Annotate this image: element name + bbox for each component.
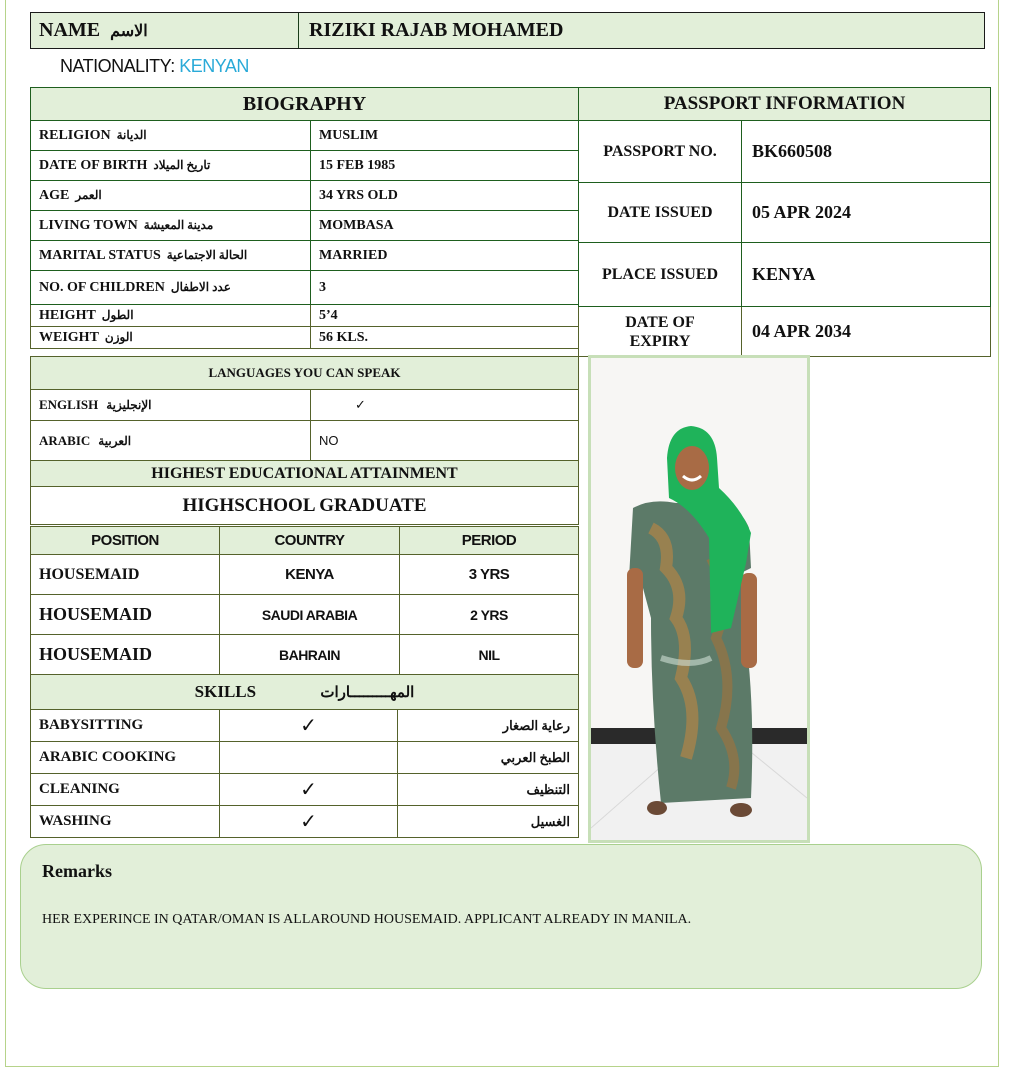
skill-label-arabic: رعاية الصغار	[398, 710, 579, 742]
education-title: HIGHEST EDUCATIONAL ATTAINMENT	[31, 461, 579, 487]
check-icon: ✓	[220, 774, 398, 806]
bio-label: WEIGHT	[39, 329, 99, 345]
skill-label-arabic: الطبخ العربي	[398, 742, 579, 774]
passport-value: 05 APR 2024	[742, 183, 991, 243]
experience-table	[30, 526, 579, 675]
experience-country: BAHRAIN	[220, 635, 400, 675]
bio-value: MOMBASA	[311, 211, 579, 241]
bio-label: LIVING TOWN	[39, 217, 138, 233]
biography-table	[30, 87, 579, 349]
experience-period: 3 YRS	[400, 555, 579, 595]
bio-label-arabic: الديانة	[116, 127, 147, 142]
passport-label: PASSPORT NO.	[579, 121, 742, 183]
bio-label-arabic: تاريخ الميلاد	[153, 157, 211, 172]
skill-row-arabic-cooking	[31, 742, 579, 774]
experience-row	[31, 555, 579, 595]
bio-value: 15 FEB 1985	[311, 151, 579, 181]
skill-label-arabic: التنظيف	[398, 774, 579, 806]
bio-value: MUSLIM	[311, 121, 579, 151]
language-label: ARABIC	[39, 432, 91, 448]
bio-row-living-town	[31, 211, 579, 241]
column-header-country: COUNTRY	[220, 527, 400, 555]
passport-table	[578, 87, 991, 357]
name-label-arabic: الاسم	[110, 22, 148, 40]
nationality-label: NATIONALITY	[60, 56, 171, 76]
passport-label: PLACE ISSUED	[579, 243, 742, 307]
bio-label-arabic: الوزن	[104, 329, 133, 344]
name-label: NAME	[39, 19, 101, 41]
biography-title: BIOGRAPHY	[31, 88, 579, 121]
experience-period: NIL	[400, 635, 579, 675]
skill-row-babysitting	[31, 710, 579, 742]
bio-row-children	[31, 271, 579, 305]
skill-label: BABYSITTING	[31, 710, 220, 742]
skill-row-cleaning	[31, 774, 579, 806]
name-label-cell	[31, 13, 299, 48]
passport-row-place-issued	[579, 243, 991, 307]
bio-label-arabic: الطول	[101, 307, 134, 322]
column-header-period: PERIOD	[400, 527, 579, 555]
skills-title: SKILLS	[194, 682, 257, 701]
column-header-position: POSITION	[31, 527, 220, 555]
experience-position: HOUSEMAID	[31, 595, 220, 635]
nationality-line: NATIONALITY: KENYAN	[60, 56, 249, 76]
bio-value: 3	[311, 271, 579, 305]
bio-label-arabic: مدينة المعيشة	[143, 217, 214, 232]
skill-label: ARABIC COOKING	[31, 742, 220, 774]
language-label: ENGLISH	[39, 397, 99, 412]
bio-row-marital-status	[31, 241, 579, 271]
passport-value: BK660508	[742, 121, 991, 183]
remarks-title: Remarks	[42, 861, 112, 881]
language-row-arabic	[31, 421, 579, 461]
check-icon: ✓	[220, 710, 398, 742]
bio-row-height	[31, 305, 579, 327]
bio-value: 56 KLS.	[311, 327, 579, 349]
passport-row-date-issued	[579, 183, 991, 243]
passport-label: DATE OF EXPIRY	[579, 307, 742, 357]
experience-country: SAUDI ARABIA	[220, 595, 400, 635]
applicant-photo	[588, 355, 810, 843]
skill-label: CLEANING	[31, 774, 220, 806]
bio-value: 5’4	[311, 305, 579, 327]
bio-row-age	[31, 181, 579, 211]
passport-row-expiry	[579, 307, 991, 357]
bio-label-arabic: عدد الاطفال	[170, 279, 231, 294]
passport-value: KENYA	[742, 243, 991, 307]
language-label-arabic: العربية	[98, 433, 132, 448]
bio-label: MARITAL STATUS	[39, 247, 161, 263]
language-label-arabic: الإنجليزية	[106, 398, 152, 412]
skill-row-washing	[31, 806, 579, 838]
passport-label: DATE ISSUED	[579, 183, 742, 243]
bio-label-arabic: الحالة الاجتماعية	[166, 247, 248, 262]
passport-title: PASSPORT INFORMATION	[579, 88, 991, 121]
person-figure-icon	[591, 358, 807, 840]
education-value: HIGHSCHOOL GRADUATE	[31, 487, 579, 525]
experience-position: HOUSEMAID	[31, 635, 220, 675]
experience-row	[31, 595, 579, 635]
languages-title: LANGUAGES YOU CAN SPEAK	[31, 357, 579, 390]
experience-row	[31, 635, 579, 675]
skills-header	[31, 675, 579, 710]
check-icon	[220, 742, 398, 774]
name-bar	[30, 12, 985, 49]
bio-row-religion	[31, 121, 579, 151]
experience-country: KENYA	[220, 555, 400, 595]
bio-label: DATE OF BIRTH	[39, 157, 148, 173]
bio-label: AGE	[39, 187, 70, 203]
bio-row-dob	[31, 151, 579, 181]
passport-value: 04 APR 2034	[742, 307, 991, 357]
bio-row-weight	[31, 327, 579, 349]
languages-table	[30, 356, 579, 525]
bio-label: HEIGHT	[39, 307, 96, 323]
language-value: NO	[311, 421, 579, 461]
remarks-text: HER EXPERINCE IN QATAR/OMAN IS ALLAROUND HOUSEMAID. APPLICANT ALREADY IN MANILA.	[42, 912, 692, 927]
skill-label: WASHING	[31, 806, 220, 838]
skills-title-arabic: المهـــــــــارات	[320, 685, 415, 701]
experience-position: HOUSEMAID	[31, 555, 220, 595]
check-icon: ✓	[220, 806, 398, 838]
bio-label-arabic: العمر	[75, 187, 102, 202]
skills-table	[30, 674, 579, 838]
nationality-value: KENYAN	[179, 56, 249, 76]
skill-label-arabic: الغسيل	[398, 806, 579, 838]
language-row-english	[31, 390, 579, 421]
experience-period: 2 YRS	[400, 595, 579, 635]
bio-value: MARRIED	[311, 241, 579, 271]
bio-label: RELIGION	[39, 127, 111, 143]
passport-row-number	[579, 121, 991, 183]
check-icon: ✓	[311, 390, 579, 421]
bio-label: NO. OF CHILDREN	[39, 279, 165, 295]
name-value: RIZIKI RAJAB MOHAMED	[309, 19, 564, 41]
remarks-box	[20, 844, 982, 989]
bio-value: 34 YRS OLD	[311, 181, 579, 211]
